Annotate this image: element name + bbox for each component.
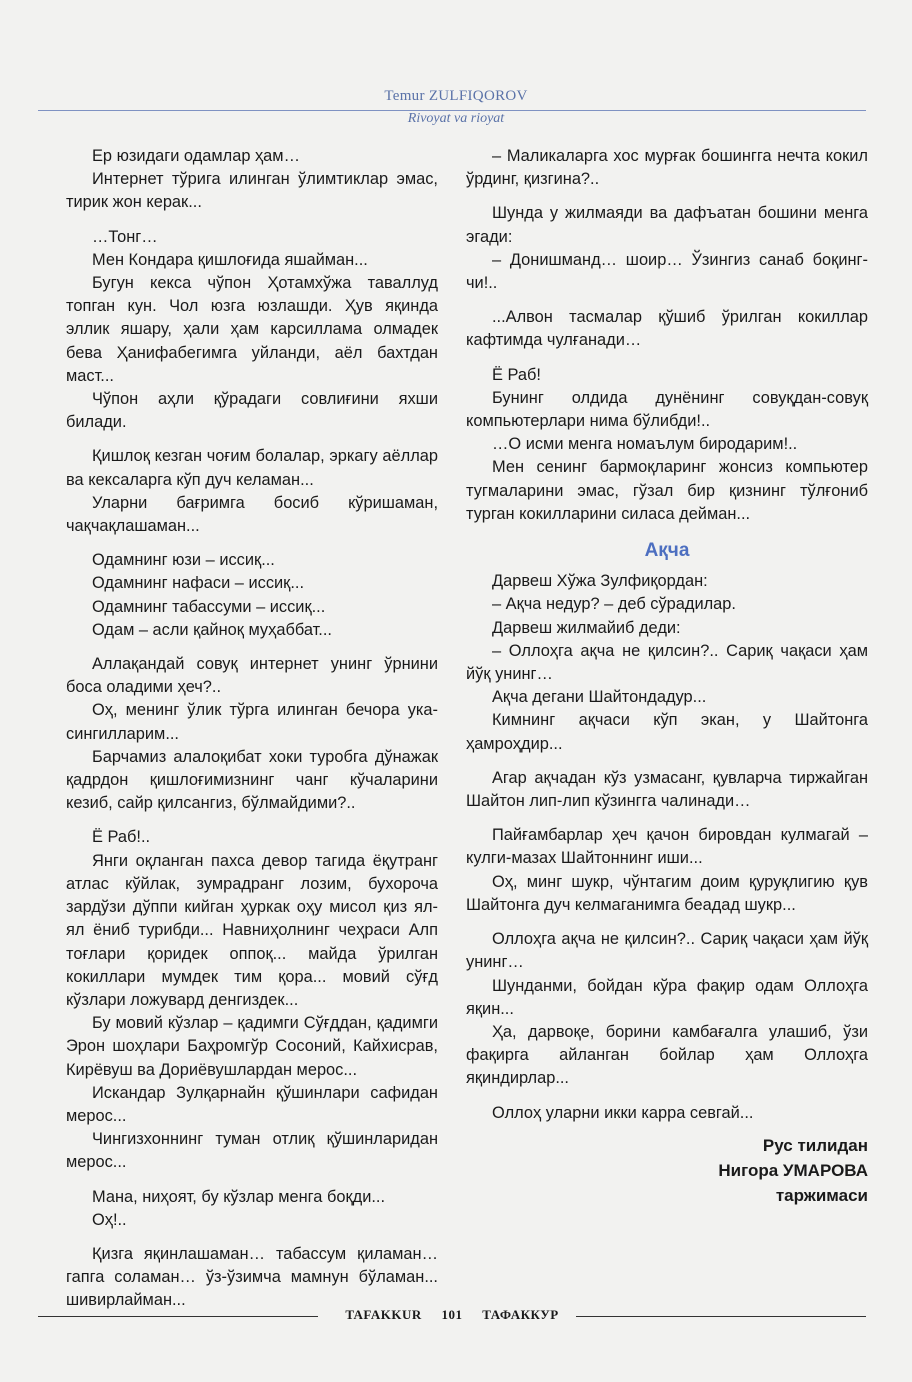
paragraph: – Ақча недур? – деб сўрадилар. (492, 595, 736, 614)
paragraph: Оллоҳга ақча не қилсин?.. Сариқ чақаси ҳам йўқ унинг… (466, 930, 868, 972)
paragraph-gap (66, 215, 438, 226)
right-column (466, 145, 868, 1208)
header-author: Temur ZULFIQOROV (384, 88, 528, 104)
paragraph: Ақча дегани Шайтондадур... (492, 688, 707, 707)
paragraph: Мана, ниҳоят, бу кўзлар менга боқди... (92, 1187, 386, 1206)
paragraph: Бу мовий кўзлар – қадимги Сўғддан, қадимги Эрон шоҳлари Баҳромгўр Сосоний, Кайхисрав, Кирёвуш ва Дориёвушлардан мерос... (66, 1014, 438, 1079)
page-number: 101 (441, 1307, 463, 1322)
credit-line3: таржимаси (775, 1185, 868, 1205)
paragraph: Аллақандай совуқ интернет унинг ўрнини боса оладими ҳеч?.. (66, 655, 438, 697)
paragraph: Янги оқланган пахса девор тагида ёқутранг атлас кўйлак, зумрадранг лозим, бухороча зардўзи дўппи кийган ҳуркак оҳу мисол қиз ял-ял ёниб турибди... Навниҳолнинг чеҳраси Алп тоғлари қоридек оппоқ... майда ўрилган кокиллари мумдек тим қора... мовий сўғд кўзлари ложувард денгиздек... (66, 851, 438, 1009)
paragraph: Барчамиз алалоқибат хоки туробга дўнажак қадрдон қишлоғимизнинг чанг кўчаларини кезиб, сайр қилсангиз, бўлмайдими?.. (66, 747, 438, 813)
paragraph: Искандар Зулқарнайн қўшинлари сафидан мерос... (66, 1083, 438, 1125)
paragraph: Бугун кекса чўпон Ҳотамхўжа таваллуд топган кун. Чол юзга юзлашди. Ҳув яқинда эллик яшару, ҳали ҳам карсиллама олмадек бева Ҳанифабегимга уйланди, аёл бахтдан маст... (66, 274, 438, 385)
paragraph: Ё Раб!.. (92, 828, 151, 847)
paragraph-gap (466, 526, 868, 537)
paragraph-gap (466, 917, 868, 928)
header-section: Rivoyat va rioyat (407, 111, 505, 126)
paragraph: Оҳ!.. (92, 1210, 127, 1229)
paragraph: Оҳ, менинг ўлик тўрга илинган бечора ука-сингилларим... (66, 701, 438, 743)
paragraph: Пайғамбарлар ҳеч қачон бировдан кулмагай – кулги-мазах Шайтоннинг иши... (466, 826, 868, 868)
paragraph-gap (466, 756, 868, 767)
paragraph: Уларни бағримга босиб кўришаман, чақчақлашаман... (66, 493, 438, 536)
paragraph: Қизга яқинлашаман… табассум қиламан… гапга соламан… ўз-ўзимча мамнун бўламан... шивирлайман... (66, 1244, 438, 1310)
paragraph-gap (66, 642, 438, 653)
paragraph: Шунданми, бойдан кўра фақир одам Оллоҳга яқин... (466, 976, 868, 1018)
paragraph-gap (66, 434, 438, 445)
page-footer (38, 1305, 866, 1327)
paragraph-gap (66, 538, 438, 549)
paragraph: Дарвеш Хўжа Зулфиқордан: (492, 572, 708, 591)
paragraph: Одам – асли қайноқ муҳаббат... (92, 620, 332, 639)
paragraph: Интернет тўрига илинган ўлимтиклар эмас, тирик жон керак... (66, 170, 438, 212)
running-header (0, 88, 912, 105)
left-column (66, 145, 438, 1313)
paragraph: Қишлоқ кезган чоғим болалар, эркагу аёллар ва кексаларга кўп дуч келаман... (66, 447, 438, 489)
paragraph: Мен сенинг бармоқларинг жонсиз компьютер тугмаларини эмас, гўзал бир қизнинг тўлғониб турган кокилларини силаса дейман... (466, 458, 868, 523)
paragraph: …Тонг… (92, 227, 158, 246)
paragraph: – Донишманд… шоир… Ўзингиз санаб боқинг-чи!.. (466, 250, 868, 293)
paragraph: Агар ақчадан кўз узмасанг, қувларча тиржайган Шайтон лип-лип кўзингга чалинади… (466, 768, 868, 811)
paragraph: Бунинг олдида дунёнинг совуқдан-совуқ компьютерлари нима бўлибди!.. (466, 388, 868, 431)
paragraph: Шунда у жилмаяди ва дафъатан бошини менга эгади: (466, 204, 868, 246)
paragraph-gap (466, 813, 868, 824)
paragraph: Ер юзидаги одамлар ҳам… (92, 147, 300, 165)
paragraph: Дарвеш жилмайиб деди: (492, 618, 681, 637)
paragraph-gap (66, 1232, 438, 1243)
paragraph-gap (66, 1175, 438, 1186)
paragraph: Одамнинг табассуми – иссиқ... (92, 597, 326, 616)
paragraph: – Маликаларга хос мурғак бошингга нечта кокил ўрдинг, қизгина?.. (466, 147, 868, 189)
credit-line1: Рус тилидан (762, 1135, 868, 1155)
section-subheading: Ақча (644, 540, 690, 562)
paragraph-gap (466, 353, 868, 364)
paragraph: Чўпон аҳли қўрадаги совлиғини яхши билади. (66, 390, 438, 432)
paragraph: Кимнинг ақчаси кўп экан, у Шайтонга ҳамроҳдир... (466, 711, 868, 753)
paragraph: Мен Кондара қишлоғида яшайман... (92, 250, 368, 269)
paragraph: …О исми менга номаълум биродарим!.. (492, 435, 798, 454)
paragraph: Оҳ, минг шукр, чўнтагим доим қуруқлигию қув Шайтонга дуч келмаганимга беадад шукр... (466, 872, 868, 914)
paragraph-gap (466, 191, 868, 202)
footer-text (38, 1307, 866, 1323)
paragraph: Ҳа, дарвоқе, борини камбағалга улашиб, ўзи фақирга айланган бойлар ҳам Оллоҳга яқиндирлар... (466, 1022, 868, 1088)
footer-magazine-latin: TAFAKKUR (345, 1307, 422, 1322)
footer-magazine-cyrillic: ТАФАККУР (482, 1307, 559, 1322)
paragraph-gap (466, 295, 868, 306)
paragraph: ...Алвон тасмалар қўшиб ўрилган кокиллар кафтимда чулғанади… (466, 308, 868, 350)
credit-line2: Нигора УМАРОВА (718, 1160, 868, 1180)
paragraph-gap (466, 1091, 868, 1102)
paragraph-gap (66, 815, 438, 826)
paragraph: Одамнинг нафаси – иссиқ... (92, 574, 305, 593)
paragraph: Ё Раб! (492, 365, 541, 384)
translator-credit (466, 1133, 868, 1208)
paragraph: Оллоҳ уларни икки карра севгай... (492, 1103, 754, 1122)
paragraph: – Оллоҳга ақча не қилсин?.. Сариқ чақаси ҳам йўқ унинг… (466, 641, 868, 684)
paragraph: Чингизхоннинг туман отлиқ қўшинларидан мерос... (66, 1130, 438, 1172)
paragraph: Одамнинг юзи – иссиқ... (92, 551, 275, 570)
